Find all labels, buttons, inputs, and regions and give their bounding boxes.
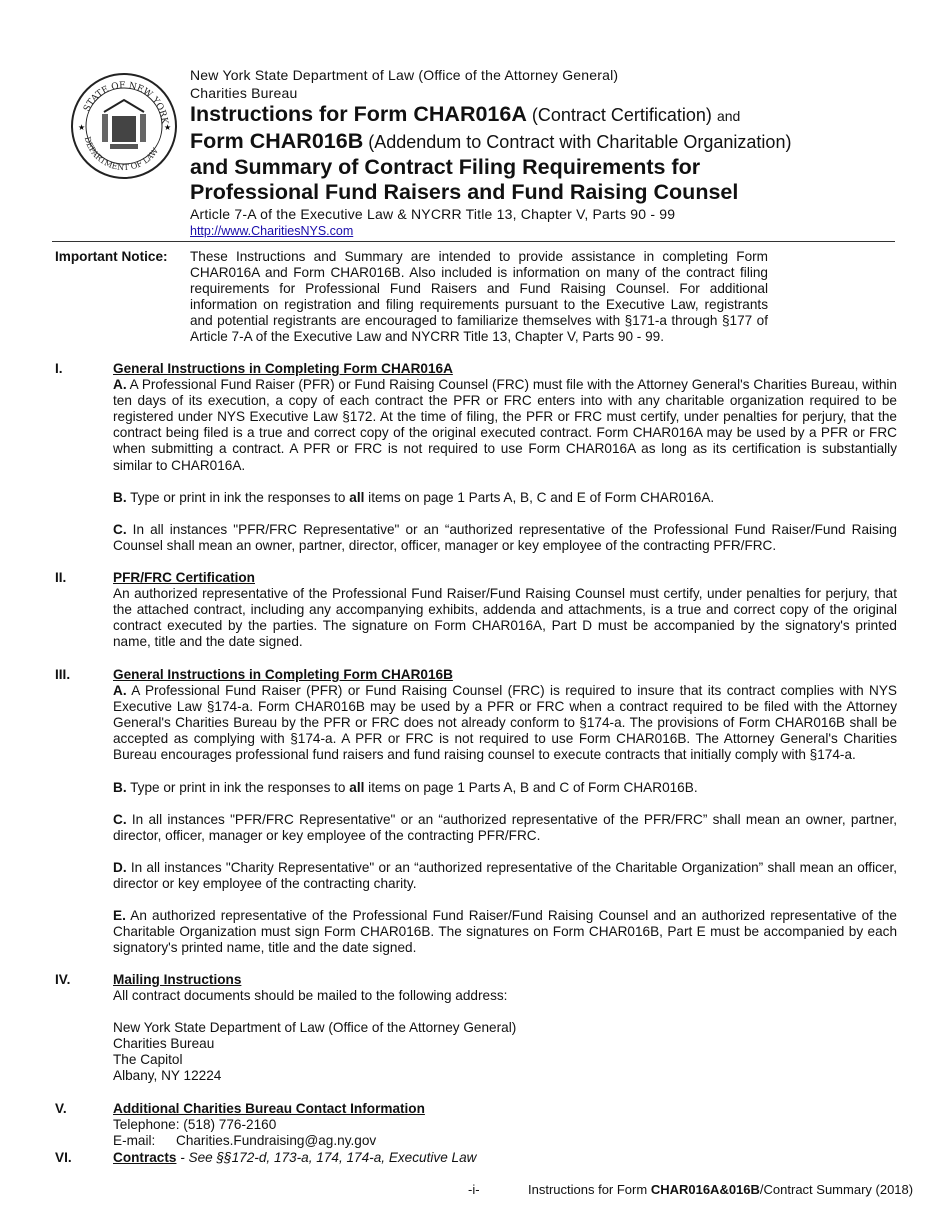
svg-text:★: ★ (164, 123, 172, 132)
section-6 (113, 1150, 897, 1166)
section-heading: General Instructions in Completing Form CHAR016B (113, 667, 453, 682)
footer-text: /Contract Summary (2018) (759, 1182, 914, 1197)
svg-text:STATE OF NEW YORK: STATE OF NEW YORK (82, 80, 170, 125)
phone-row (113, 1117, 897, 1133)
header-divider (52, 241, 895, 242)
section-heading: General Instructions in Completing Form CHAR016A (113, 361, 453, 376)
notice-paragraph: These Instructions and Summary are intended to provide assistance in completing Form CHAR016A and Form CHAR016B. Also included is information on many of the contract filing requirements for Professional Fund Raisers and Fund Raising Counsel. For additional information on registration and filing requirements pursuant to the Executive Law, registrants and potential registrants are encouraged to familiarize themselves with §171-a through §177 of Article 7-A of the Executive Law and NYCRR Title 13, Chapter V, Parts 90 - 99. (190, 249, 768, 345)
para-label: C. (113, 811, 127, 827)
para-label: C. (113, 521, 127, 537)
section-5 (113, 1101, 897, 1149)
section-note: - See §§172-d, 173-a, 174, 174-a, Executive Law (176, 1150, 477, 1165)
section-4 (113, 972, 897, 1085)
footer-form-ids: CHAR016A&016B (650, 1182, 760, 1197)
notice-text (190, 249, 768, 346)
page-number: -i- (468, 1182, 480, 1197)
title-form-b: Form CHAR016B (190, 129, 364, 153)
bureau-name: Charities Bureau (190, 85, 298, 101)
para-text: In all instances "PFR/FRC Representative" or an “authorized representative of the PFR/FRC” shall mean an owner, partner, director, officer, manager or key employee of the contracting PFR/FRC. (113, 811, 897, 843)
email-label: E-mail: (113, 1133, 156, 1149)
para-text: items on page 1 Parts A, B, C and E of Form CHAR016A. (364, 489, 715, 505)
title-form-b-desc: (Addendum to Contract with Charitable Organization) (363, 132, 792, 152)
section-number: I. (55, 361, 63, 376)
email-row (113, 1133, 897, 1149)
para-emphasis: all (349, 489, 365, 505)
page-footer (468, 1182, 913, 1198)
document-header (190, 66, 910, 239)
mailing-address (113, 1020, 897, 1084)
title-and: and (716, 108, 741, 124)
title-line-4: Professional Fund Raisers and Fund Raising Counsel (190, 180, 739, 204)
title-form-a: Instructions for Form CHAR016A (190, 102, 527, 126)
section-heading: PFR/FRC Certification (113, 570, 255, 585)
svg-text:★: ★ (78, 123, 86, 132)
section-1 (113, 361, 897, 554)
section-heading: Additional Charities Bureau Contact Information (113, 1101, 425, 1116)
title-form-a-desc: (Contract Certification) (526, 105, 717, 125)
address-line: Albany, NY 12224 (113, 1068, 222, 1084)
para-emphasis: all (349, 779, 365, 795)
para-label: A. (113, 377, 127, 393)
paragraph-e (113, 908, 897, 956)
title-line-2 (190, 129, 910, 155)
email-address[interactable]: Charities.Fundraising@ag.ny.gov (176, 1133, 377, 1149)
para-label: B. (113, 489, 127, 505)
title-line-3: and Summary of Contract Filing Requirements for (190, 155, 701, 179)
para-text: Type or print in ink the responses to (126, 779, 350, 795)
para-label: E. (113, 908, 126, 924)
section-heading: Mailing Instructions (113, 972, 242, 987)
footer-text: Instructions for Form (528, 1182, 651, 1197)
svg-text:DEPARTMENT OF LAW: DEPARTMENT OF LAW (82, 135, 161, 173)
para-text: In all instances "Charity Representative" or an “authorized representative of the Charitable Organization” shall mean an officer, director or key employee of the contracting charity. (113, 859, 897, 891)
section-number: VI. (55, 1150, 72, 1165)
para-text: Type or print in ink the responses to (126, 489, 350, 505)
subtitle: Article 7-A of the Executive Law & NYCRR Title 13, Chapter V, Parts 90 - 99 (190, 206, 676, 222)
para-text: An authorized representative of the Professional Fund Raiser/Fund Raising Counsel must certify, under penalties for perjury, that the attached contract, including any accompanying exhibits, addenda and attachments, is a true and correct copy of the original contract executed by the parties. The signature on Form CHAR016A, Part D must be accompanied by the signatory's printed name, title and the date signed. (113, 586, 897, 650)
para-text: A Professional Fund Raiser (PFR) or Fund Raising Counsel (FRC) must file with the Attorney General's Charities Bureau, within ten days of its execution, a copy of each contract the PFR or FRC enters into with any charitable organization required to be registered under NYS Executive Law §172. At the time of filing, the PFR or FRC must certify, under penalties for perjury, that the contract being filed is a true and correct copy of the original executed contract. Form CHAR016A may be used by a PFR or FRC when submitting a contract. A PFR or FRC is not required to use Form CHAR016A as long as its certification is substantially similar to CHAR016A. (113, 377, 897, 473)
para-text: All contract documents should be mailed to the following address: (113, 988, 508, 1004)
address-line: New York State Department of Law (Office of the Attorney General) (113, 1020, 517, 1036)
address-line: Charities Bureau (113, 1036, 215, 1052)
section-3 (113, 667, 897, 956)
paragraph-b (113, 780, 897, 796)
paragraph-a (113, 683, 897, 763)
ny-department-of-law-seal-icon (70, 72, 178, 180)
para-text: An authorized representative of the Professional Fund Raiser/Fund Raising Counsel and an authorized representative of the Charitable Organization must sign Form CHAR016B. The signatures on Form CHAR016B, Part E must be accompanied by each signatory's printed name, title and the date signed. (113, 908, 897, 956)
para-text: A Professional Fund Raiser (PFR) or Fund Raising Counsel (FRC) is required to insure that its contract complies with NYS Executive Law §174-a. Form CHAR016B may be used by a PFR or FRC when a contract required to be filed with the Attorney General's Charities Bureau by the PFR or FRC does not already conform to §174-a. The provisions of Form CHAR016B shall be accepted as complying with §174-a. A PFR or FRC is not required to use Form CHAR016B. The Attorney General's Charities Bureau encourages professional fund raisers and fund raising counsel to execute contracts that initially comply with §174-a. (113, 683, 897, 763)
section-2 (113, 570, 897, 650)
section-number: II. (55, 570, 67, 585)
section-number: V. (55, 1101, 67, 1116)
paragraph-d (113, 860, 897, 892)
section-number: IV. (55, 972, 71, 987)
para-label: A. (113, 683, 127, 699)
section-number: III. (55, 667, 71, 682)
title-line-1 (190, 102, 910, 129)
notice-label: Important Notice: (55, 249, 168, 264)
paragraph-b (113, 490, 897, 506)
charities-website-link[interactable]: http://www.CharitiesNYS.com (190, 224, 354, 238)
org-name: New York State Department of Law (Office of the Attorney General) (190, 67, 619, 83)
paragraph-c (113, 522, 897, 554)
section-heading: Contracts (113, 1150, 177, 1165)
paragraph-c (113, 812, 897, 844)
paragraph-a (113, 377, 897, 474)
phone-label: Telephone: (113, 1117, 180, 1133)
para-text: In all instances "PFR/FRC Representative" or an “authorized representative of the Professional Fund Raiser/Fund Raising Counsel shall mean an owner, partner, director, officer, manager or key employee of the contracting PFR/FRC. (113, 521, 897, 553)
para-label: D. (113, 859, 127, 875)
para-label: B. (113, 779, 127, 795)
phone-number: (518) 776-2160 (183, 1117, 277, 1133)
address-line: The Capitol (113, 1052, 183, 1068)
para-text: items on page 1 Parts A, B and C of Form CHAR016B. (364, 779, 698, 795)
